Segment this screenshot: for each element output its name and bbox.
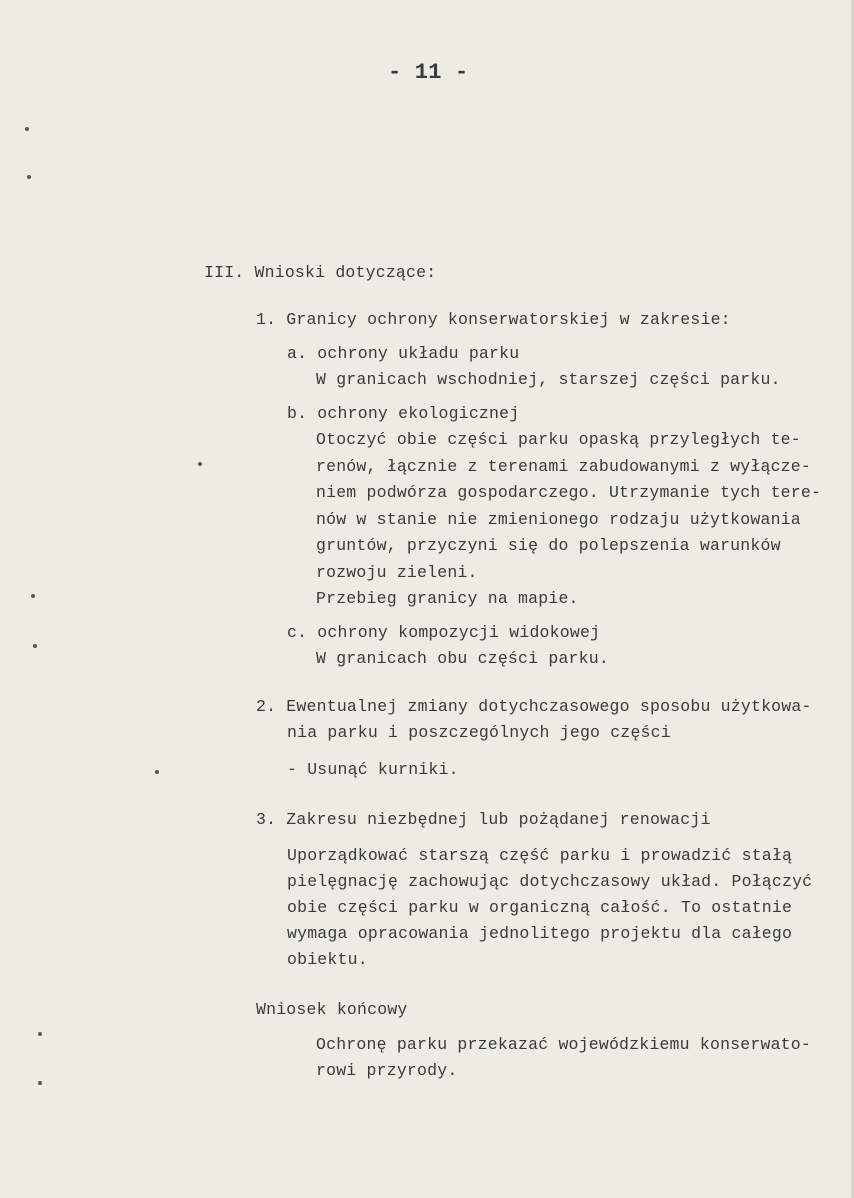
item-1b-line: gruntów, przyczyni się do polepszenia warunków: [316, 536, 781, 555]
item-2-line: nia parku i poszczególnych jego części: [287, 723, 671, 742]
item-1b-line: Otoczyć obie części parku opaską przyległych te-: [316, 430, 801, 449]
item-1b-title: b. ochrony ekologicznej: [287, 404, 520, 423]
item-1b-line: rozwoju zieleni.: [316, 563, 478, 582]
item-3-line: obiektu.: [287, 950, 368, 969]
item-2-line: 2. Ewentualnej zmiany dotychczasowego sposobu użytkowa-: [256, 697, 812, 716]
section-heading: III. Wnioski dotyczące:: [204, 263, 437, 282]
page-number: - 11 -: [388, 60, 469, 85]
item-3-title: 3. Zakresu niezbędnej lub pożądanej renowacji: [256, 810, 711, 829]
punch-hole-mark: [33, 644, 37, 648]
punch-hole-mark: [25, 127, 29, 131]
punch-hole-mark: [198, 462, 202, 466]
item-1a-line: W granicach wschodniej, starszej części parku.: [316, 370, 781, 389]
item-1c-title: c. ochrony kompozycji widokowej: [287, 623, 601, 642]
final-conclusion-line: Ochronę parku przekazać wojewódzkiemu konserwato-: [316, 1035, 811, 1054]
punch-hole-mark: [31, 594, 35, 598]
punch-hole-mark: [38, 1081, 42, 1085]
item-1-title: 1. Granicy ochrony konserwatorskiej w zakresie:: [256, 310, 731, 329]
item-1b-line: renów, łącznie z terenami zabudowanymi z wyłącze-: [316, 457, 811, 476]
punch-hole-mark: [155, 770, 159, 774]
item-1b-line: Przebieg granicy na mapie.: [316, 589, 579, 608]
item-3-line: wymaga opracowania jednolitego projektu dla całego: [287, 924, 793, 943]
item-3-line: pielęgnację zachowując dotychczasowy układ. Połączyć: [287, 872, 813, 891]
item-1a-title: a. ochrony układu parku: [287, 344, 520, 363]
item-1b-line: nów w stanie nie zmienionego rodzaju użytkowania: [316, 510, 801, 529]
punch-hole-mark: [27, 175, 31, 179]
item-3-line: obie części parku w organiczną całość. To ostatnie: [287, 898, 793, 917]
item-3-line: Uporządkować starszą część parku i prowadzić stałą: [287, 846, 793, 865]
final-conclusion-line: rowi przyrody.: [316, 1061, 458, 1080]
item-2-action: - Usunąć kurniki.: [287, 760, 459, 779]
punch-hole-mark: [38, 1032, 42, 1036]
final-conclusion-title: Wniosek końcowy: [256, 1000, 408, 1019]
item-1b-line: niem podwórza gospodarczego. Utrzymanie tych tere-: [316, 483, 822, 502]
item-1c-line: W granicach obu części parku.: [316, 649, 609, 668]
